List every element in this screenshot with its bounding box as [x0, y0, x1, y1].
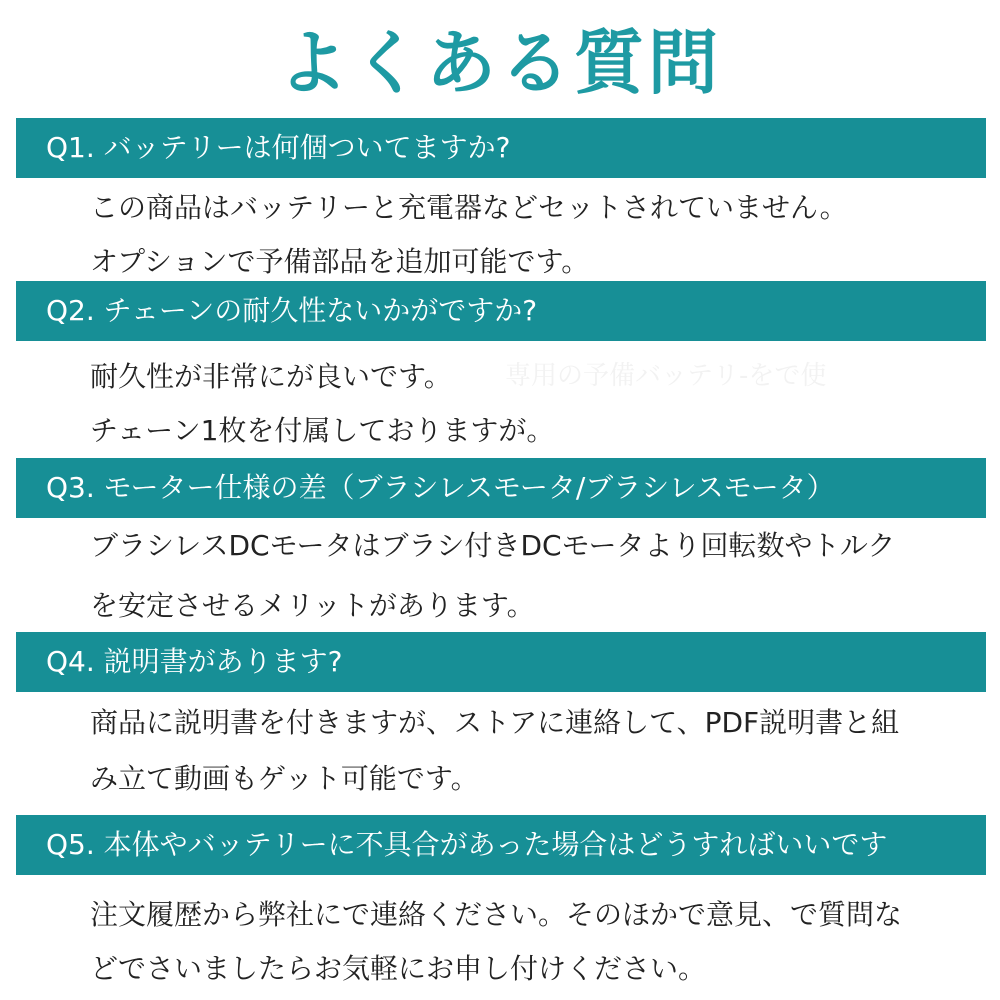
faq-answer-1 — [90, 181, 990, 289]
faint-background-text: 専用の予備バッテリ-をで使 — [505, 361, 827, 391]
faq-question-2: Q2. チェーンの耐久性ないかがですか? — [46, 294, 538, 327]
faq-answer-5-line-1: 注文履歴から弊社にで連絡ください。そのほかで意見、で質問な — [90, 898, 903, 931]
faq-answer-2-line-2: チェーン1枚を付属しておりますが。 — [90, 414, 555, 447]
faq-question-bar-3 — [16, 458, 986, 518]
faq-question-4: Q4. 説明書があります? — [46, 645, 343, 678]
faq-answer-3 — [90, 519, 990, 633]
faq-answer-2-line-1: 耐久性が非常にが良いです。 — [90, 360, 452, 393]
faq-answer-3-line-2: を安定させるメリットがあります。 — [90, 589, 535, 622]
faq-answer-3-line-1: ブラシレスDCモータはブラシ付きDCモータより回転数やトルク — [90, 529, 896, 562]
faq-answer-1-line-2: オプションで予備部品を追加可能です。 — [90, 245, 590, 278]
faq-question-1: Q1. バッテリーは何個ついてますか? — [46, 131, 511, 164]
faq-answer-5-line-2: どでさいましたらお気軽にお申し付けください。 — [90, 952, 707, 985]
faq-question-bar-4 — [16, 632, 986, 692]
faq-question-3: Q3. モーター仕様の差（ブラシレスモータ/ブラシレスモータ） — [46, 471, 835, 504]
faq-answer-4 — [90, 696, 990, 806]
faq-question-bar-5 — [16, 815, 986, 875]
faq-question-bar-1 — [16, 118, 986, 178]
faq-answer-4-line-1: 商品に説明書を付きますが、ストアに連絡して、PDF説明書と組 — [90, 706, 900, 739]
faq-question-5: Q5. 本体やバッテリーに不具合があった場合はどうすればいいです — [46, 828, 888, 861]
page-title: よくある質問 — [278, 22, 722, 104]
faq-answer-4-line-2: み立て動画もゲット可能です。 — [90, 762, 479, 795]
faq-answer-1-line-1: この商品はバッテリーと充電器などセットされていません。 — [90, 191, 848, 224]
faq-question-bar-2 — [16, 281, 986, 341]
faq-answer-5 — [90, 888, 990, 996]
